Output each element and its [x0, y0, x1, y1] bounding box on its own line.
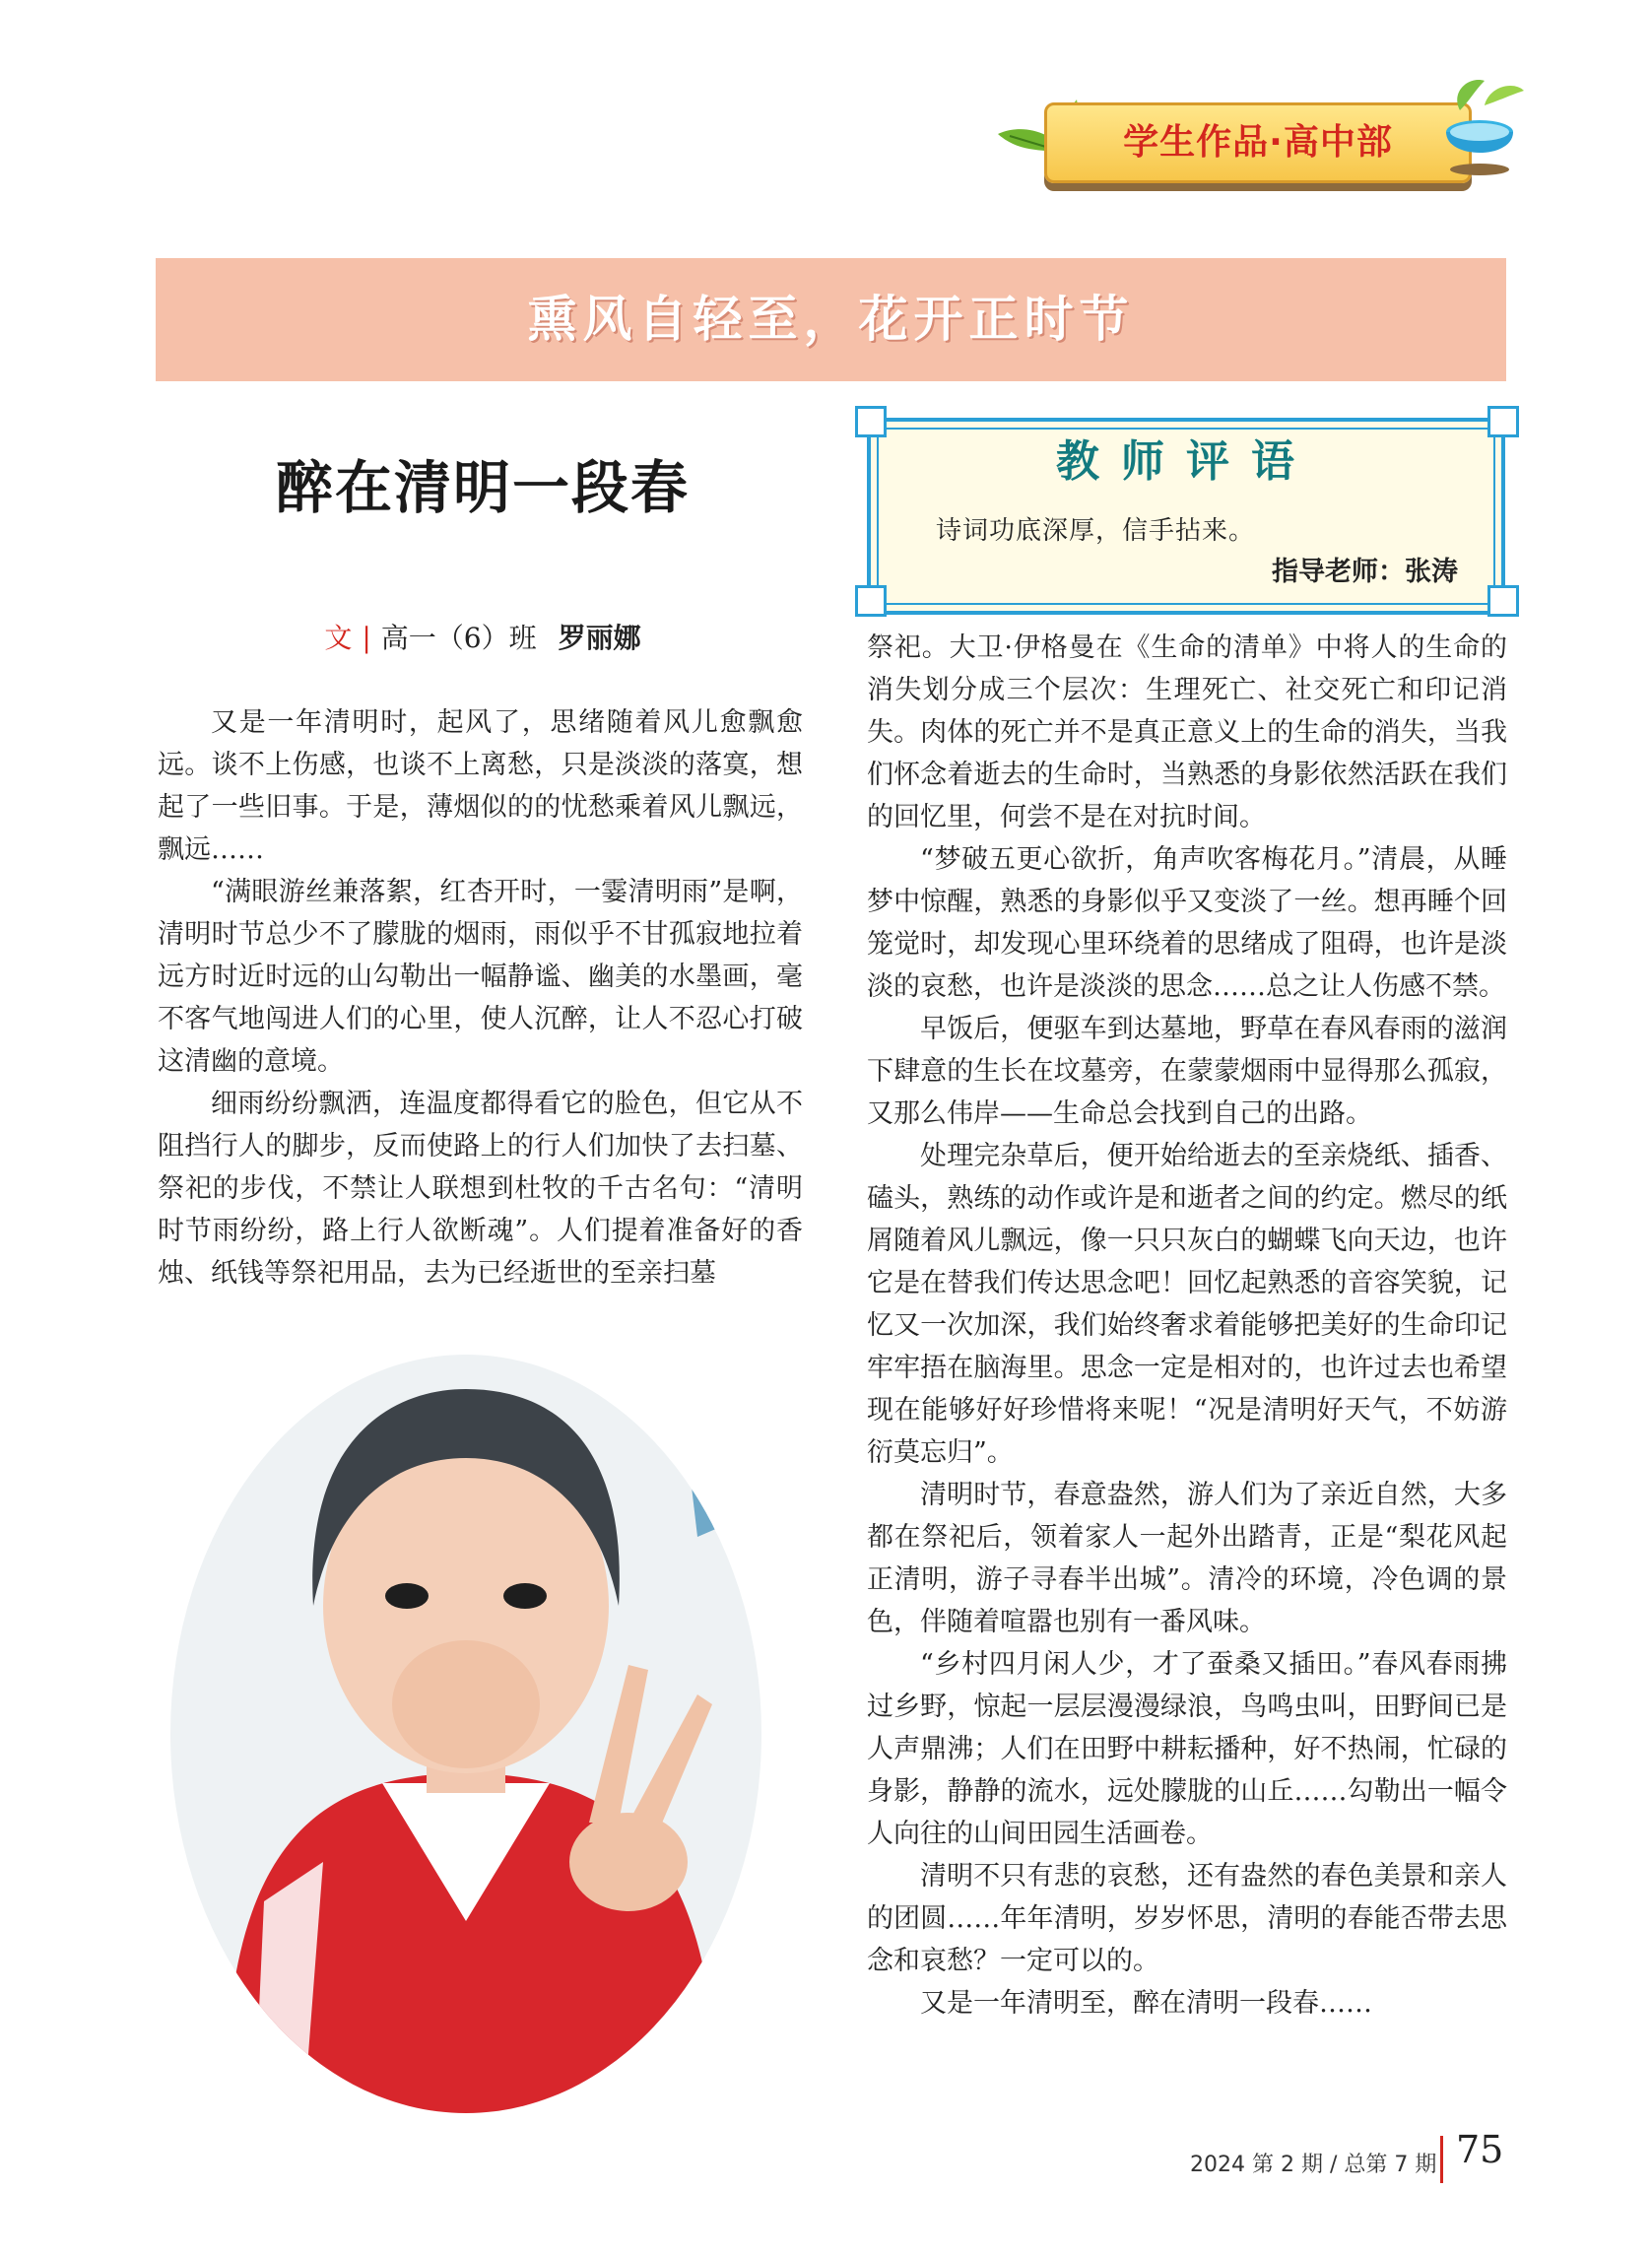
- comment-signature: 指导老师：张涛: [1272, 557, 1458, 587]
- byline-class: 高一（6）班: [380, 622, 537, 654]
- teacup-plant-icon: [1430, 71, 1529, 179]
- paragraph: 清明不只有悲的哀愁，还有盎然的春色美景和亲人的团圆……年年清明，岁岁怀思，清明的春能否带去思念和哀愁？一定可以的。: [867, 1861, 1507, 1976]
- body-column-right: [867, 627, 1507, 2025]
- byline-author: 罗丽娜: [558, 622, 641, 654]
- paragraph: 祭祀。大卫·伊格曼在《生命的清单》中将人的生命的消失划分成三个层次：生理死亡、社交死亡和印记消失。肉体的死亡并不是真正意义上的生命的消失，当我们怀念着逝去的生命时，当熟悉的身影依然活跃在我们的回忆里，何尝不是在对抗时间。: [867, 632, 1507, 832]
- paragraph: “乡村四月闲人少，才了蚕桑又插田。”春风春雨拂过乡野，惊起一层层漫漫绿浪，鸟鸣虫叫，田野间已是人声鼎沸；人们在田野中耕耘播种，好不热闹，忙碌的身影，静静的流水，远处朦胧的山丘……勾勒出一幅令人向往的山间田园生活画卷。: [867, 1649, 1507, 1849]
- student-photo: [165, 1310, 766, 2118]
- paragraph: 又是一年清明至，醉在清明一段春……: [920, 1988, 1372, 2019]
- paragraph: 早饭后，便驱车到达墓地，野草在春风春雨的滋润下肆意的生长在坟墓旁，在蒙蒙烟雨中显得那么孤寂，又那么伟岸——生命总会找到自己的出路。: [867, 1014, 1507, 1129]
- paragraph: 清明时节，春意盎然，游人们为了亲近自然，大多都在祭祀后，领着家人一起外出踏青，正是“梨花风起正清明，游子寻春半出城”。清冷的环境，冷色调的景色，伴随着喧嚣也别有一番风味。: [867, 1480, 1507, 1637]
- paragraph: 细雨纷纷飘洒，连温度都得看它的脸色，但它从不阻挡行人的脚步，反而使路上的行人们加快了去扫墓、祭祀的步伐，不禁让人联想到杜牧的千古名句：“清明时节雨纷纷，路上行人欲断魂”。人们提着准备好的香烛、纸钱等祭祀用品，去为已经逝世的至亲扫墓: [158, 1089, 803, 1289]
- comment-title: 教师评语: [1056, 436, 1316, 487]
- comment-box-corner: [1487, 585, 1519, 617]
- footer-issue: 2024 第 2 期 / 总第 7 期: [1190, 2153, 1437, 2177]
- byline: [177, 617, 788, 656]
- footer-divider: [1440, 2136, 1443, 2183]
- comment-text: 诗词功底深厚，信手拈来。: [936, 516, 1256, 546]
- paragraph: “梦破五更心欲折，角声吹客梅花月。”清晨，从睡梦中惊醒，熟悉的身影似乎又变淡了一丝。想再睡个回笼觉时，却发现心里环绕着的思绪成了阻碍，也许是淡淡的哀愁，也许是淡淡的思念……总之让人伤感不禁。: [867, 844, 1507, 1002]
- byline-prefix: 文: [324, 622, 353, 654]
- comment-box-corner: [855, 585, 887, 617]
- paragraph: 又是一年清明时，起风了，思绪随着风儿愈飘愈远。谈不上伤感，也谈不上离愁，只是淡淡的落寞，想起了一些旧事。于是，薄烟似的的忧愁乘着风儿飘远，飘远……: [158, 707, 803, 865]
- section-tag-label: 学生作品·高中部: [1123, 122, 1393, 163]
- body-column-left: [158, 701, 803, 1294]
- article-title: 醉在清明一段春: [275, 454, 690, 521]
- banner-text: 熏风自轻至，花开正时节: [527, 291, 1135, 348]
- section-tag: [1044, 102, 1472, 183]
- byline-divider: |: [362, 622, 371, 654]
- paragraph: “满眼游丝兼落絮，红杏开时，一霎清明雨”是啊，清明时节总少不了朦胧的烟雨，雨似乎不甘孤寂地拉着远方时近时远的山勾勒出一幅静谧、幽美的水墨画，毫不客气地闯进人们的心里，使人沉醉，让人不忍心打破这清幽的意境。: [158, 877, 803, 1077]
- banner: [156, 258, 1506, 381]
- page-number: 75: [1456, 2128, 1504, 2171]
- paragraph: 处理完杂草后，便开始给逝去的至亲烧纸、插香、磕头，熟练的动作或许是和逝者之间的约定。燃尽的纸屑随着风儿飘远，像一只只灰白的蝴蝶飞向天边，也许它是在替我们传达思念吧！回忆起熟悉的音容笑貌，记忆又一次加深，我们始终奢求着能够把美好的生命印记牢牢捂在脑海里。思念一定是相对的，也许过去也希望现在能够好好珍惜将来呢！“况是清明好天气，不妨游衍莫忘归”。: [867, 1141, 1507, 1468]
